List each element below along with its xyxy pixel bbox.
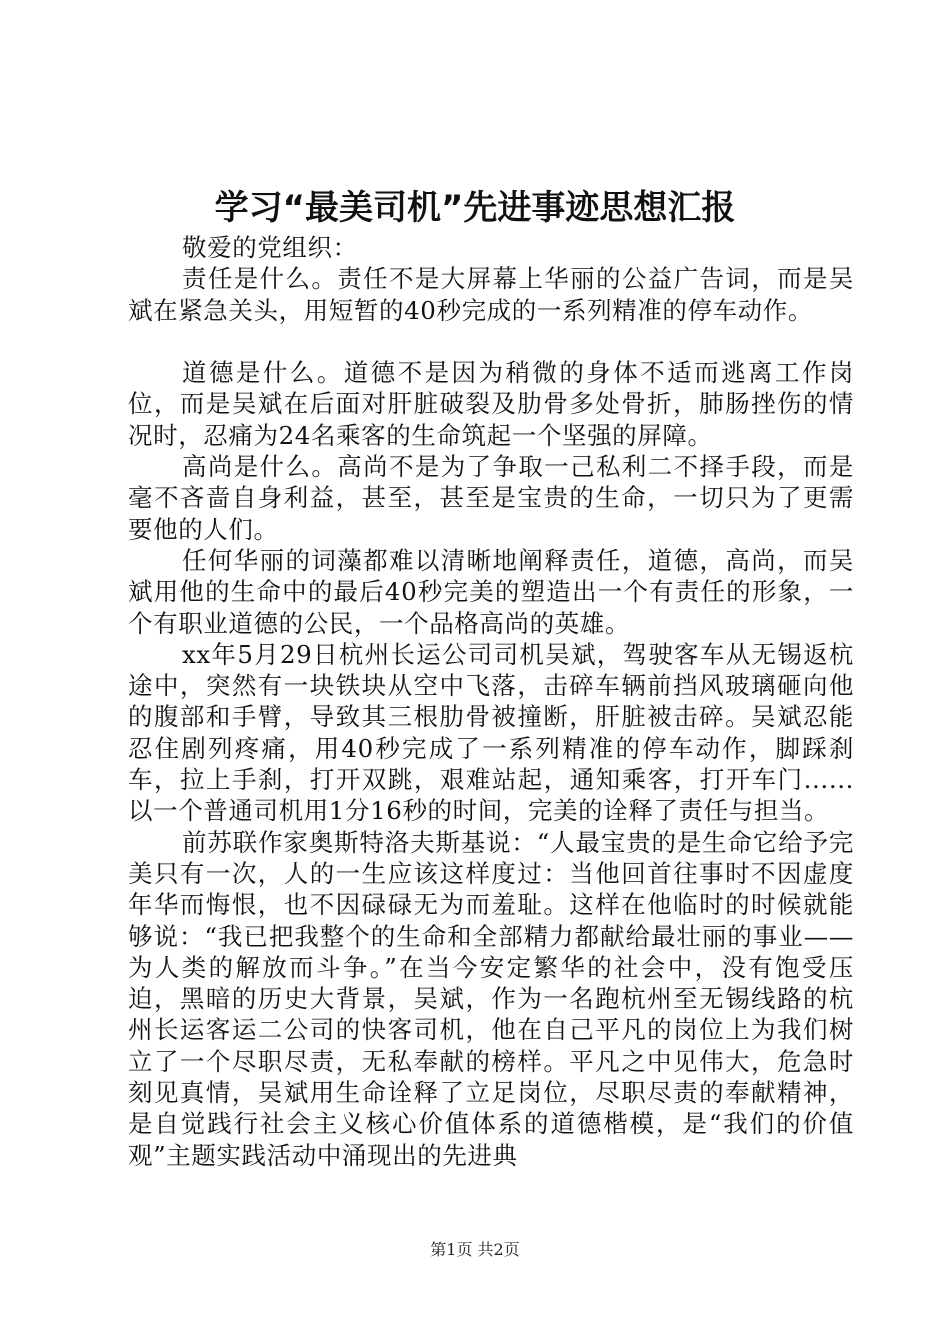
paragraph-responsibility: 责任是什么。责任不是大屏幕上华丽的公益广告词，而是吴斌在紧急关头，用短暂的40秒完成的一系列精准的停车动作。: [128, 264, 854, 325]
paragraph-morality: 道德是什么。道德不是因为稍微的身体不适而逃离工作岗位，而是吴斌在后面对肝脏破裂及肋骨多处骨折，肺肠挫伤的情况时，忍痛为24名乘客的生命筑起一个坚强的屏障。: [128, 358, 854, 450]
document-title: 学习“最美司机”先进事迹思想汇报: [214, 188, 736, 228]
paragraph-event: xx年5月29日杭州长运公司司机吴斌，驾驶客车从无锡返杭途中，突然有一块铁块从空中飞落，击碎车辆前挡风玻璃砸向他的腹部和手臂，导致其三根肋骨被撞断，肝脏被击碎。吴斌忍能忍住剧列疼痛，用40秒完成了一系列精准的停车动作，脚踩刹车，拉上手刹，打开双跳，艰难站起，通知乘客，打开车门......以一个普通司机用1分16秒的时间，完美的诠释了责任与担当。: [128, 639, 854, 826]
page-footer: 第1页 共2页: [430, 1240, 520, 1259]
paragraph-nobility: 高尚是什么。高尚不是为了争取一己私利二不择手段，而是毫不吝啬自身利益，甚至，甚至是宝贵的生命，一切只为了更需要他的人们。: [128, 452, 854, 544]
paragraph-summary: 任何华丽的词藻都难以清晰地阐释责任，道德，高尚，而吴斌用他的生命中的最后40秒完美的塑造出一个有责任的形象，一个有职业道德的公民，一个品格高尚的英雄。: [128, 545, 854, 638]
salutation: 敬爱的党组织：: [182, 233, 358, 262]
paragraph-spacer: [128, 326, 854, 357]
paragraph-quote: 前苏联作家奥斯特洛夫斯基说：“人最宝贵的是生命它给予完美只有一次，人的一生应该这样度过：当他回首往事时不因虚度年华而悔恨，也不因碌碌无为而羞耻。这样在他临时的时候就能够说：“我已把我整个的生命和全部精力都献给最壮丽的事业——为人类的解放而斗争。”在当今安定繁华的社会中，没有饱受压迫，黑暗的历史大背景，吴斌，作为一名跑杭州至无锡线路的杭州长运客运二公司的快客司机，他在自己平凡的岗位上为我们树立了一个尽职尽责，无私奉献的榜样。平凡之中见伟大，危急时刻见真情，吴斌用生命诠释了立足岗位，尽职尽责的奉献精神，是自觉践行社会主义核心价值体系的道德楷模，是“我们的价值观”主题实践活动中涌现出的先进典: [128, 827, 854, 1170]
document-body: [128, 232, 854, 1171]
